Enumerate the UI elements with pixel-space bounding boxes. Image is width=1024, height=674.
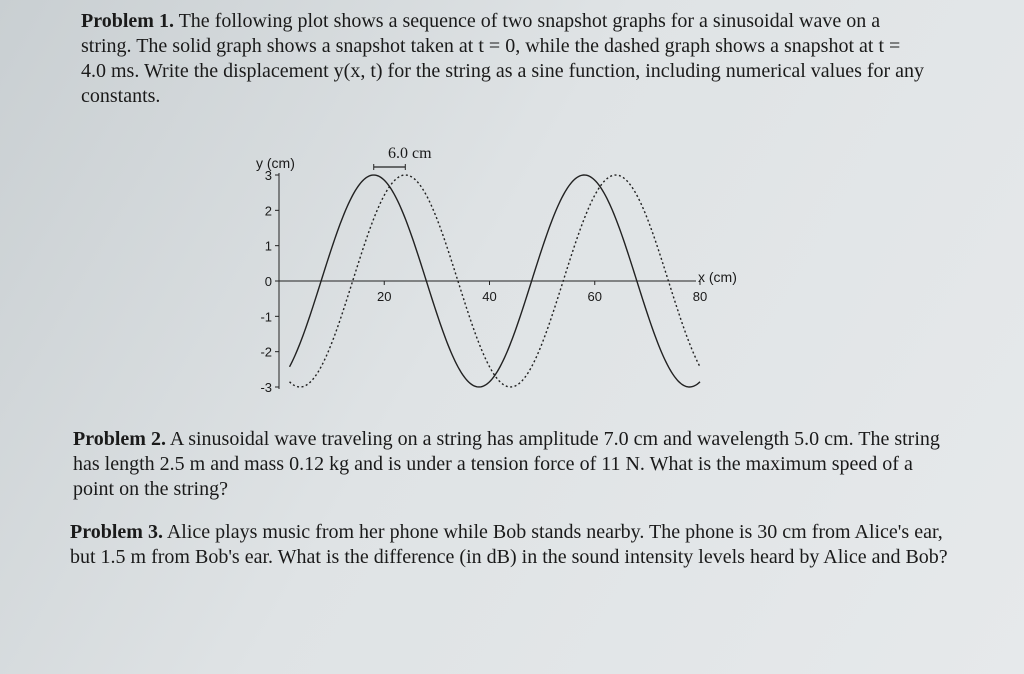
x-axis-label: x (cm) — [698, 269, 737, 285]
problem-1 — [81, 9, 926, 109]
y-tick-label: 2 — [264, 203, 272, 219]
y-tick-label: 0 — [264, 274, 272, 289]
y-tick-label: -2 — [260, 344, 272, 360]
problem-2-text: A sinusoidal wave traveling on a string has amplitude 7.0 cm and wavelength 5.0 cm. The string has length 2.5 m and mass 0.12 kg and is under a tension force of 11 N. What is the maximum speed of a point on the string? — [73, 428, 940, 500]
problem-1-text: The following plot shows a sequence of two snapshot graphs for a sinusoidal wave on a string. The solid graph shows a snapshot taken at t = 0, while the dashed graph shows a snapshot at t = 4.0 ms. Write the displacement y(x, t) for the string as a sine function, including numerical values for any constants. — [81, 10, 925, 107]
y-tick-label: -3 — [260, 380, 272, 395]
x-tick-label: 80 — [692, 289, 708, 304]
problem-1-label: Problem 1. — [81, 10, 174, 32]
tick-marks — [260, 164, 707, 395]
problem-2-label: Problem 2. — [73, 428, 166, 450]
y-axis-label: y (cm) — [256, 155, 295, 171]
problem-3 — [70, 520, 950, 570]
x-tick-label: 60 — [587, 289, 602, 304]
problem-3-text: Alice plays music from her phone while Bob stands nearby. The phone is 30 cm from Alice's ear, but 1.5 m from Bob's ear. What is the difference (in dB) in the sound intensity levels heard by Alice and Bob? — [70, 521, 948, 568]
y-tick-label: 1 — [264, 238, 272, 254]
snapshot-graph — [200, 135, 780, 395]
x-tick-label: 20 — [377, 289, 392, 304]
axes — [279, 173, 696, 389]
y-tick-label: -1 — [260, 309, 272, 325]
problem-2 — [73, 427, 953, 502]
axis-labels — [256, 145, 737, 285]
wavelength-shift-annotation: 6.0 cm — [388, 145, 432, 162]
x-tick-label: 40 — [482, 289, 497, 304]
problem-3-label: Problem 3. — [70, 521, 163, 543]
y-tick-label: 3 — [264, 168, 272, 183]
